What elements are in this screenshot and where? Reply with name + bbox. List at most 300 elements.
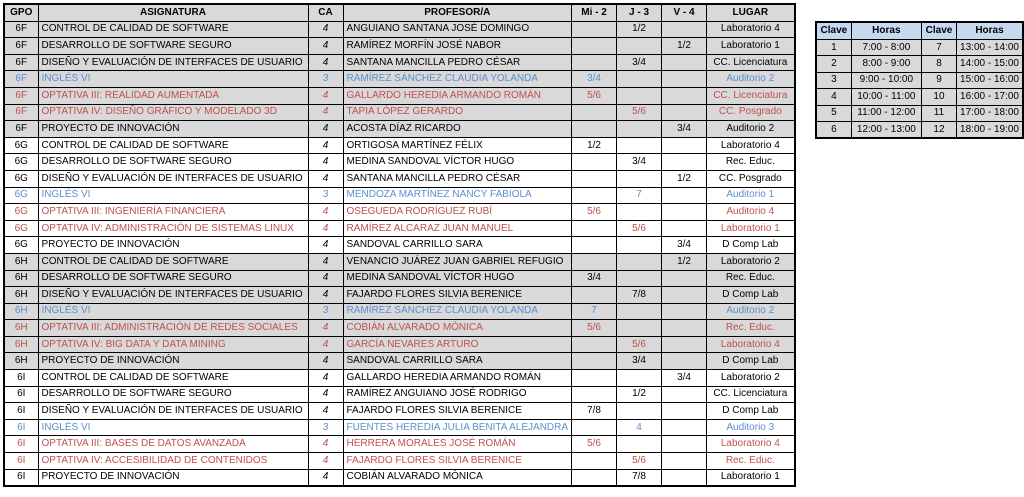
- cell-ca: 4: [308, 54, 343, 71]
- table-row: [4, 237, 795, 254]
- cell-v: [662, 287, 707, 304]
- table-row: [4, 370, 795, 387]
- col-header-v: V - 4: [662, 4, 707, 21]
- table-row: [4, 87, 795, 104]
- col-header-lugar: LUGAR: [707, 4, 795, 21]
- cell-asignatura: INGLÉS VI: [38, 71, 308, 88]
- cell-ca: 4: [308, 320, 343, 337]
- cell-v: [662, 187, 707, 204]
- cell-ca: 4: [308, 87, 343, 104]
- key-clave: 2: [816, 56, 851, 72]
- cell-ca: 3: [308, 419, 343, 436]
- cell-mi: 1/2: [572, 137, 617, 154]
- cell-mi: [572, 21, 617, 38]
- col-header-ca: CA: [308, 4, 343, 21]
- cell-lugar: CC. Posgrado: [707, 104, 795, 121]
- cell-asignatura: DESARROLLO DE SOFTWARE SEGURO: [38, 154, 308, 171]
- cell-j: [617, 121, 662, 138]
- cell-lugar: Auditorio 1: [707, 187, 795, 204]
- cell-asignatura: PROYECTO DE INNOVACIÓN: [38, 353, 308, 370]
- cell-profesor: SANDOVAL CARRILLO SARA: [343, 353, 572, 370]
- cell-lugar: Rec. Educ.: [707, 320, 795, 337]
- cell-v: [662, 386, 707, 403]
- cell-profesor: GALLARDO HEREDIA ARMANDO ROMÁN: [343, 87, 572, 104]
- cell-v: [662, 453, 707, 470]
- cell-ca: 4: [308, 104, 343, 121]
- table-row: [4, 320, 795, 337]
- cell-lugar: Laboratorio 4: [707, 21, 795, 38]
- key-header-horas-2: Horas: [957, 22, 1023, 40]
- cell-profesor: GARCÍA NEVARES ARTURO: [343, 336, 572, 353]
- cell-asignatura: OPTATIVA III: BASES DE DATOS AVANZADA: [38, 436, 308, 453]
- cell-ca: 4: [308, 170, 343, 187]
- key-clave: 11: [921, 105, 956, 121]
- cell-lugar: Auditorio 2: [707, 121, 795, 138]
- cell-ca: 3: [308, 303, 343, 320]
- cell-v: [662, 154, 707, 171]
- cell-mi: 5/6: [572, 204, 617, 221]
- table-row: [4, 154, 795, 171]
- key-clave: 10: [921, 89, 956, 105]
- cell-mi: [572, 187, 617, 204]
- cell-ca: 4: [308, 403, 343, 420]
- cell-ca: 4: [308, 137, 343, 154]
- cell-mi: 7/8: [572, 403, 617, 420]
- cell-profesor: MEDINA SANDOVAL VÍCTOR HUGO: [343, 154, 572, 171]
- hours-key-row: [816, 40, 1023, 56]
- cell-j: [617, 137, 662, 154]
- cell-j: [617, 253, 662, 270]
- cell-j: 5/6: [617, 336, 662, 353]
- cell-asignatura: CONTROL DE CALIDAD DE SOFTWARE: [38, 21, 308, 38]
- cell-v: [662, 220, 707, 237]
- cell-profesor: VENANCIO JUÁREZ JUAN GABRIEL REFUGIO: [343, 253, 572, 270]
- cell-mi: [572, 104, 617, 121]
- cell-gpo: 6H: [4, 270, 38, 287]
- cell-gpo: 6H: [4, 253, 38, 270]
- cell-mi: 7: [572, 303, 617, 320]
- hours-key-table: [815, 21, 1024, 139]
- cell-mi: [572, 154, 617, 171]
- cell-profesor: SANDOVAL CARRILLO SARA: [343, 237, 572, 254]
- cell-mi: 5/6: [572, 320, 617, 337]
- cell-mi: [572, 370, 617, 387]
- cell-v: [662, 353, 707, 370]
- col-header-mi: Mi - 2: [572, 4, 617, 21]
- cell-profesor: ACOSTA DÍAZ RICARDO: [343, 121, 572, 138]
- table-row: [4, 104, 795, 121]
- table-row: [4, 436, 795, 453]
- cell-gpo: 6H: [4, 336, 38, 353]
- cell-j: 3/4: [617, 54, 662, 71]
- hours-key-row: [816, 72, 1023, 88]
- cell-gpo: 6G: [4, 170, 38, 187]
- key-clave: 6: [816, 121, 851, 138]
- cell-lugar: D Comp Lab: [707, 403, 795, 420]
- cell-mi: [572, 469, 617, 486]
- cell-lugar: Laboratorio 4: [707, 336, 795, 353]
- cell-asignatura: PROYECTO DE INNOVACIÓN: [38, 121, 308, 138]
- cell-asignatura: OPTATIVA III: REALIDAD AUMENTADA: [38, 87, 308, 104]
- table-row: [4, 386, 795, 403]
- table-row: [4, 353, 795, 370]
- key-horas: 18:00 - 19:00: [957, 121, 1023, 138]
- key-horas: 13:00 - 14:00: [957, 40, 1023, 56]
- cell-gpo: 6G: [4, 237, 38, 254]
- schedule-table: [3, 3, 796, 487]
- key-header-clave-1: Clave: [816, 22, 851, 40]
- cell-v: [662, 137, 707, 154]
- cell-lugar: Rec. Educ.: [707, 453, 795, 470]
- cell-profesor: FUENTES HEREDIA JULIA BENITA ALEJANDRA: [343, 419, 572, 436]
- cell-v: [662, 303, 707, 320]
- cell-j: [617, 403, 662, 420]
- cell-lugar: Auditorio 3: [707, 419, 795, 436]
- cell-lugar: Laboratorio 2: [707, 370, 795, 387]
- cell-v: [662, 403, 707, 420]
- cell-profesor: RAMÍREZ SÁNCHEZ CLAUDIA YOLANDA: [343, 303, 572, 320]
- cell-j: [617, 87, 662, 104]
- table-row: [4, 121, 795, 138]
- cell-ca: 4: [308, 370, 343, 387]
- cell-lugar: CC. Licenciatura: [707, 87, 795, 104]
- cell-gpo: 6H: [4, 287, 38, 304]
- cell-profesor: FAJARDO FLORES SILVIA BERENICE: [343, 453, 572, 470]
- cell-ca: 4: [308, 220, 343, 237]
- cell-v: [662, 54, 707, 71]
- table-row: [4, 21, 795, 38]
- cell-mi: 5/6: [572, 436, 617, 453]
- table-row: [4, 453, 795, 470]
- cell-gpo: 6I: [4, 469, 38, 486]
- cell-profesor: FAJARDO FLORES SILVIA BERENICE: [343, 403, 572, 420]
- table-row: [4, 469, 795, 486]
- cell-v: [662, 419, 707, 436]
- cell-ca: 4: [308, 121, 343, 138]
- cell-profesor: GALLARDO HEREDIA ARMANDO ROMÁN: [343, 370, 572, 387]
- key-clave: 5: [816, 105, 851, 121]
- cell-j: 5/6: [617, 220, 662, 237]
- cell-v: 3/4: [662, 237, 707, 254]
- cell-asignatura: OPTATIVA III: INGENIERÍA FINANCIERA: [38, 204, 308, 221]
- hours-key-header-row: [816, 22, 1023, 40]
- cell-ca: 4: [308, 386, 343, 403]
- table-row: [4, 137, 795, 154]
- cell-lugar: Laboratorio 1: [707, 220, 795, 237]
- cell-lugar: Laboratorio 1: [707, 38, 795, 55]
- cell-asignatura: DISEÑO Y EVALUACIÓN DE INTERFACES DE USUARIO: [38, 403, 308, 420]
- cell-lugar: Auditorio 2: [707, 303, 795, 320]
- cell-gpo: 6I: [4, 370, 38, 387]
- table-row: [4, 170, 795, 187]
- cell-asignatura: OPTATIVA IV: BIG DATA Y DATA MINING: [38, 336, 308, 353]
- key-clave: 12: [921, 121, 956, 138]
- col-header-j: J - 3: [617, 4, 662, 21]
- key-horas: 17:00 - 18:00: [957, 105, 1023, 121]
- cell-gpo: 6F: [4, 71, 38, 88]
- cell-profesor: MEDINA SANDOVAL VÍCTOR HUGO: [343, 270, 572, 287]
- table-row: [4, 204, 795, 221]
- hours-key-row: [816, 121, 1023, 138]
- cell-lugar: CC. Posgrado: [707, 170, 795, 187]
- cell-v: [662, 436, 707, 453]
- key-horas: 14:00 - 15:00: [957, 56, 1023, 72]
- cell-mi: [572, 386, 617, 403]
- table-row: [4, 71, 795, 88]
- cell-profesor: OSEGUEDA RODRÍGUEZ RUBÍ: [343, 204, 572, 221]
- key-clave: 4: [816, 89, 851, 105]
- cell-profesor: SANTANA MANCILLA PEDRO CÉSAR: [343, 170, 572, 187]
- cell-asignatura: CONTROL DE CALIDAD DE SOFTWARE: [38, 370, 308, 387]
- key-horas: 16:00 - 17:00: [957, 89, 1023, 105]
- cell-ca: 4: [308, 287, 343, 304]
- cell-profesor: MENDOZA MARTÍNEZ NANCY FABIOLA: [343, 187, 572, 204]
- cell-asignatura: INGLÉS VI: [38, 303, 308, 320]
- cell-j: 1/2: [617, 386, 662, 403]
- cell-j: [617, 38, 662, 55]
- cell-mi: [572, 253, 617, 270]
- hours-key-body: [816, 40, 1023, 139]
- cell-gpo: 6G: [4, 137, 38, 154]
- cell-mi: [572, 38, 617, 55]
- cell-ca: 4: [308, 204, 343, 221]
- cell-lugar: D Comp Lab: [707, 353, 795, 370]
- key-clave: 1: [816, 40, 851, 56]
- cell-asignatura: DISEÑO Y EVALUACIÓN DE INTERFACES DE USUARIO: [38, 54, 308, 71]
- cell-gpo: 6G: [4, 154, 38, 171]
- cell-v: [662, 469, 707, 486]
- cell-profesor: HERRERA MORALES JOSÉ ROMÁN: [343, 436, 572, 453]
- cell-gpo: 6H: [4, 303, 38, 320]
- cell-j: 3/4: [617, 353, 662, 370]
- cell-ca: 3: [308, 71, 343, 88]
- key-horas: 12:00 - 13:00: [851, 121, 921, 138]
- col-header-asignatura: ASIGNATURA: [38, 4, 308, 21]
- cell-mi: [572, 336, 617, 353]
- cell-j: [617, 436, 662, 453]
- table-row: [4, 253, 795, 270]
- cell-profesor: ANGUIANO SANTANA JOSÉ DOMINGO: [343, 21, 572, 38]
- cell-gpo: 6I: [4, 436, 38, 453]
- cell-j: 1/2: [617, 21, 662, 38]
- cell-ca: 4: [308, 436, 343, 453]
- cell-v: [662, 21, 707, 38]
- cell-asignatura: OPTATIVA III: ADMINISTRACIÓN DE REDES SOCIALES: [38, 320, 308, 337]
- key-horas: 7:00 - 8:00: [851, 40, 921, 56]
- cell-v: [662, 104, 707, 121]
- cell-profesor: TAPIA LÓPEZ GERARDO: [343, 104, 572, 121]
- cell-j: 7/8: [617, 287, 662, 304]
- cell-v: 1/2: [662, 38, 707, 55]
- cell-gpo: 6H: [4, 353, 38, 370]
- cell-lugar: Laboratorio 4: [707, 436, 795, 453]
- cell-mi: [572, 170, 617, 187]
- table-row: [4, 287, 795, 304]
- cell-lugar: Laboratorio 4: [707, 137, 795, 154]
- cell-v: [662, 320, 707, 337]
- key-horas: 10:00 - 11:00: [851, 89, 921, 105]
- cell-asignatura: DESARROLLO DE SOFTWARE SEGURO: [38, 270, 308, 287]
- cell-profesor: RAMÍREZ ALCARAZ JUAN MANUEL: [343, 220, 572, 237]
- cell-j: [617, 320, 662, 337]
- cell-ca: 4: [308, 270, 343, 287]
- cell-mi: [572, 287, 617, 304]
- cell-asignatura: OPTATIVA IV: DISEÑO GRÁFICO Y MODELADO 3D: [38, 104, 308, 121]
- cell-j: [617, 71, 662, 88]
- cell-mi: [572, 353, 617, 370]
- cell-profesor: RAMÍREZ SÁNCHEZ CLAUDIA YOLANDA: [343, 71, 572, 88]
- cell-mi: [572, 453, 617, 470]
- cell-asignatura: OPTATIVA IV: ADMINISTRACIÓN DE SISTEMAS LINUX: [38, 220, 308, 237]
- cell-gpo: 6G: [4, 204, 38, 221]
- cell-j: [617, 237, 662, 254]
- cell-lugar: Auditorio 4: [707, 204, 795, 221]
- key-horas: 11:00 - 12:00: [851, 105, 921, 121]
- hours-key-row: [816, 56, 1023, 72]
- cell-lugar: Rec. Educ.: [707, 154, 795, 171]
- cell-lugar: D Comp Lab: [707, 237, 795, 254]
- cell-asignatura: CONTROL DE CALIDAD DE SOFTWARE: [38, 253, 308, 270]
- cell-j: 7: [617, 187, 662, 204]
- cell-gpo: 6F: [4, 121, 38, 138]
- table-row: [4, 336, 795, 353]
- key-horas: 15:00 - 16:00: [957, 72, 1023, 88]
- key-clave: 9: [921, 72, 956, 88]
- cell-v: [662, 204, 707, 221]
- schedule-header-row: [4, 4, 795, 21]
- table-row: [4, 403, 795, 420]
- cell-ca: 4: [308, 353, 343, 370]
- cell-mi: [572, 121, 617, 138]
- table-row: [4, 38, 795, 55]
- cell-lugar: Laboratorio 2: [707, 253, 795, 270]
- cell-ca: 4: [308, 154, 343, 171]
- cell-gpo: 6F: [4, 38, 38, 55]
- table-row: [4, 187, 795, 204]
- hours-key-row: [816, 89, 1023, 105]
- cell-ca: 4: [308, 237, 343, 254]
- cell-ca: 4: [308, 38, 343, 55]
- cell-mi: [572, 220, 617, 237]
- cell-ca: 4: [308, 453, 343, 470]
- cell-j: [617, 370, 662, 387]
- cell-v: [662, 336, 707, 353]
- cell-v: [662, 71, 707, 88]
- cell-asignatura: INGLÉS VI: [38, 419, 308, 436]
- key-horas: 9:00 - 10:00: [851, 72, 921, 88]
- col-header-profesor: PROFESOR/A: [343, 4, 572, 21]
- cell-j: 5/6: [617, 453, 662, 470]
- cell-lugar: Rec. Educ.: [707, 270, 795, 287]
- cell-v: 3/4: [662, 121, 707, 138]
- cell-mi: [572, 419, 617, 436]
- cell-j: 4: [617, 419, 662, 436]
- cell-lugar: CC. Licenciatura: [707, 386, 795, 403]
- key-clave: 8: [921, 56, 956, 72]
- schedule-body: [4, 21, 795, 486]
- cell-mi: [572, 54, 617, 71]
- cell-profesor: FAJARDO FLORES SILVIA BERENICE: [343, 287, 572, 304]
- cell-profesor: COBIÁN ALVARADO MÓNICA: [343, 320, 572, 337]
- cell-gpo: 6I: [4, 453, 38, 470]
- cell-asignatura: OPTATIVA IV: ACCESIBILIDAD DE CONTENIDOS: [38, 453, 308, 470]
- cell-j: [617, 170, 662, 187]
- cell-profesor: RAMÍREZ ANGUIANO JOSÉ RODRIGO: [343, 386, 572, 403]
- cell-gpo: 6I: [4, 403, 38, 420]
- col-header-gpo: GPO: [4, 4, 38, 21]
- table-row: [4, 303, 795, 320]
- cell-lugar: Auditorio 2: [707, 71, 795, 88]
- cell-v: 3/4: [662, 370, 707, 387]
- key-clave: 3: [816, 72, 851, 88]
- cell-lugar: Laboratorio 1: [707, 469, 795, 486]
- cell-j: 5/6: [617, 104, 662, 121]
- key-header-clave-2: Clave: [921, 22, 956, 40]
- table-row: [4, 54, 795, 71]
- cell-gpo: 6F: [4, 104, 38, 121]
- cell-v: [662, 87, 707, 104]
- cell-ca: 4: [308, 21, 343, 38]
- cell-j: [617, 270, 662, 287]
- cell-lugar: D Comp Lab: [707, 287, 795, 304]
- cell-mi: [572, 237, 617, 254]
- cell-gpo: 6H: [4, 320, 38, 337]
- cell-v: 1/2: [662, 170, 707, 187]
- cell-asignatura: DISEÑO Y EVALUACIÓN DE INTERFACES DE USUARIO: [38, 287, 308, 304]
- table-row: [4, 220, 795, 237]
- cell-gpo: 6G: [4, 187, 38, 204]
- cell-j: 7/8: [617, 469, 662, 486]
- cell-asignatura: DESARROLLO DE SOFTWARE SEGURO: [38, 386, 308, 403]
- cell-profesor: SANTANA MANCILLA PEDRO CÉSAR: [343, 54, 572, 71]
- cell-gpo: 6I: [4, 419, 38, 436]
- cell-ca: 4: [308, 336, 343, 353]
- key-clave: 7: [921, 40, 956, 56]
- key-horas: 8:00 - 9:00: [851, 56, 921, 72]
- cell-asignatura: PROYECTO DE INNOVACIÓN: [38, 237, 308, 254]
- cell-asignatura: CONTROL DE CALIDAD DE SOFTWARE: [38, 137, 308, 154]
- table-row: [4, 270, 795, 287]
- cell-asignatura: INGLÉS VI: [38, 187, 308, 204]
- cell-gpo: 6F: [4, 54, 38, 71]
- table-row: [4, 419, 795, 436]
- cell-mi: 3/4: [572, 270, 617, 287]
- cell-profesor: ORTIGOSA MARTÍNEZ FÉLIX: [343, 137, 572, 154]
- cell-j: [617, 204, 662, 221]
- cell-mi: 3/4: [572, 71, 617, 88]
- cell-asignatura: DESARROLLO DE SOFTWARE SEGURO: [38, 38, 308, 55]
- cell-gpo: 6F: [4, 87, 38, 104]
- cell-ca: 3: [308, 187, 343, 204]
- cell-lugar: CC. Licenciatura: [707, 54, 795, 71]
- cell-v: [662, 270, 707, 287]
- cell-asignatura: PROYECTO DE INNOVACIÓN: [38, 469, 308, 486]
- hours-key-row: [816, 105, 1023, 121]
- cell-gpo: 6F: [4, 21, 38, 38]
- cell-ca: 4: [308, 469, 343, 486]
- cell-gpo: 6I: [4, 386, 38, 403]
- cell-asignatura: DISEÑO Y EVALUACIÓN DE INTERFACES DE USUARIO: [38, 170, 308, 187]
- cell-j: [617, 303, 662, 320]
- key-header-horas-1: Horas: [851, 22, 921, 40]
- cell-profesor: COBIÁN ALVARADO MÓNICA: [343, 469, 572, 486]
- cell-gpo: 6G: [4, 220, 38, 237]
- cell-j: 3/4: [617, 154, 662, 171]
- cell-mi: 5/6: [572, 87, 617, 104]
- cell-profesor: RAMÍREZ MORFÍN JOSÉ NABOR: [343, 38, 572, 55]
- cell-ca: 4: [308, 253, 343, 270]
- cell-v: 1/2: [662, 253, 707, 270]
